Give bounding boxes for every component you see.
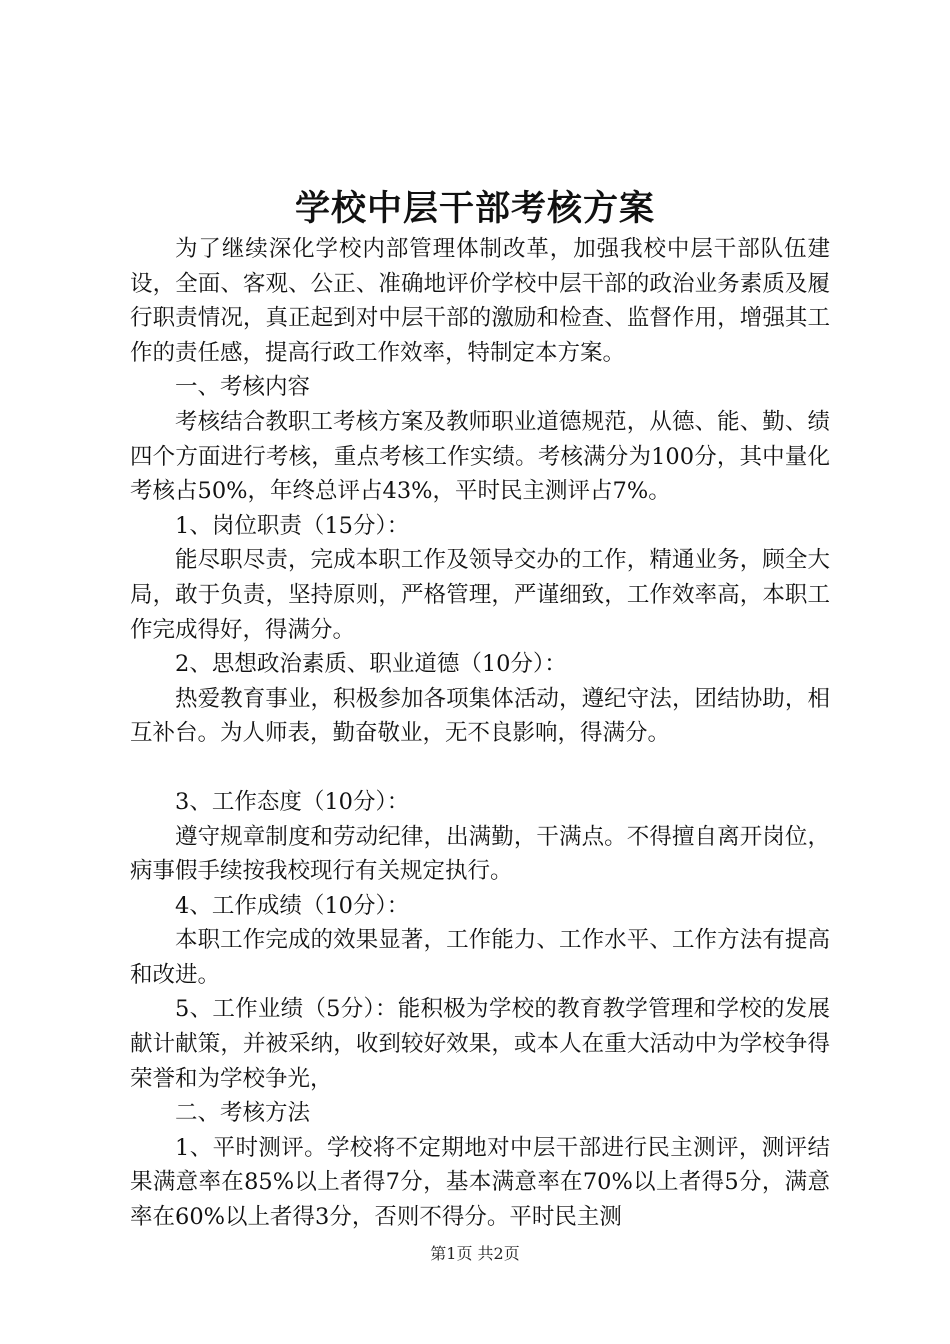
- item-text-duties: 能尽职尽责，完成本职工作及领导交办的工作，精通业务，顾全大局，敢于负责，坚持原则，严格管理，严谨细致，工作效率高，本职工作完成得好，得满分。: [130, 547, 830, 643]
- item-heading-results: 4、工作成绩（10分）：: [175, 892, 410, 919]
- item-text-attitude: 遵守规章制度和劳动纪律，出满勤，干满点。不得擅自离开岗位，病事假手续按我校现行有关规定执行。: [130, 823, 830, 885]
- content-paragraph: 考核结合教职工考核方案及教师职业道德规范，从德、能、勤、绩四个方面进行考核，重点考核工作实绩。考核满分为100分，其中量化考核占50%，年终总评占43%，平时民主测评占7%。: [130, 408, 830, 505]
- item-heading-ethics: 2、思想政治素质、职业道德（10分）：: [175, 651, 567, 678]
- item-text-ethics: 热爱教育事业，积极参加各项集体活动，遵纪守法，团结协助，相互补台。为人师表，勤奋敬业，无不良影响，得满分。: [130, 685, 830, 747]
- section-heading-content: 一、考核内容: [175, 374, 311, 401]
- section-heading-method: 二、考核方法: [175, 1100, 311, 1127]
- item-text-results: 本职工作完成的效果显著，工作能力、工作水平、工作方法有提高和改进。: [130, 927, 830, 988]
- item-achievements: 5、工作业绩（5分）：能积极为学校的教育教学管理和学校的发展献计献策，并被采纳，收到较好效果，或本人在重大活动中为学校争得荣誉和为学校争光，: [130, 996, 830, 1092]
- method-paragraph: 1、平时测评。学校将不定期地对中层干部进行民主测评，测评结果满意率在85%以上者得7分，基本满意率在70%以上者得5分，满意率在60%以上者得3分，否则不得分。平时民主测: [130, 1134, 830, 1231]
- document-body: [130, 232, 830, 1235]
- item-heading-attitude: 3、工作态度（10分）：: [175, 788, 410, 815]
- intro-paragraph: 为了继续深化学校内部管理体制改革，加强我校中层干部队伍建设，全面、客观、公正、准确地评价学校中层干部的政治业务素质及履行职责情况，真正起到对中层干部的激励和检查、监督作用，增强其工作的责任感，提高行政工作效率，特制定本方案。: [130, 236, 830, 366]
- item-heading-duties: 1、岗位职责（15分）：: [175, 512, 410, 539]
- page-number: 第1页 共2页: [430, 1244, 520, 1263]
- document-title: 学校中层干部考核方案: [294, 188, 655, 229]
